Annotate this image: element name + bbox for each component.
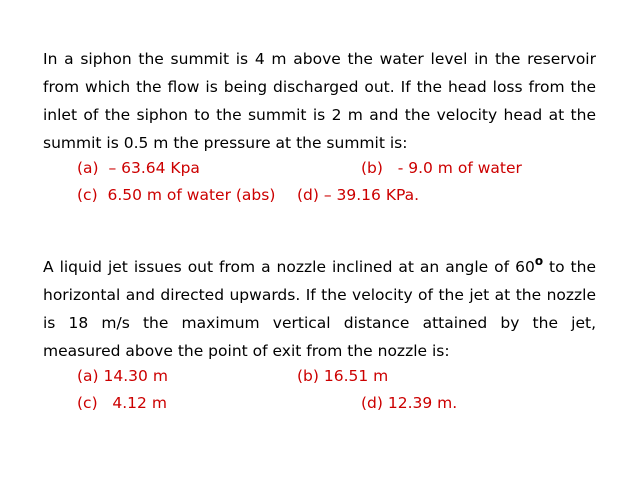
- question-2-stem: [43, 253, 596, 365]
- question-2-option-b: (b) 16.51 m: [297, 367, 389, 385]
- question-2-stem-start: A liquid jet issues out from a nozzle inclined at an angle of 60: [43, 258, 535, 276]
- question-1-option-a: (a) – 63.64 Kpa: [77, 159, 200, 177]
- question-2-option-a: (a) 14.30 m: [77, 367, 168, 385]
- question-1-stem: In a siphon the summit is 4 m above the water level in the reservoir from which the flow is being discharged out. If the head loss from the inlet of the siphon to the summit is 2 m and the velocity head at the summit is 0.5 m the pressure at the summit is:: [43, 50, 596, 152]
- question-2-stem-end: to the horizontal and directed upwards. If the velocity of the jet at the nozzle is 18 m/s the maximum vertical distance attained by the jet, measured above the point of exit from the nozzle is:: [43, 258, 596, 360]
- question-1-option-b: (b) - 9.0 m of water: [361, 159, 522, 177]
- question-1-option-d: (d) – 39.16 KPa.: [297, 186, 420, 204]
- question-2-option-d: (d) 12.39 m.: [361, 394, 458, 412]
- question-2-option-c: (c) 4.12 m: [77, 394, 167, 412]
- question-1-option-c: (c) 6.50 m of water (abs): [77, 186, 276, 204]
- degree-superscript: o: [534, 254, 544, 268]
